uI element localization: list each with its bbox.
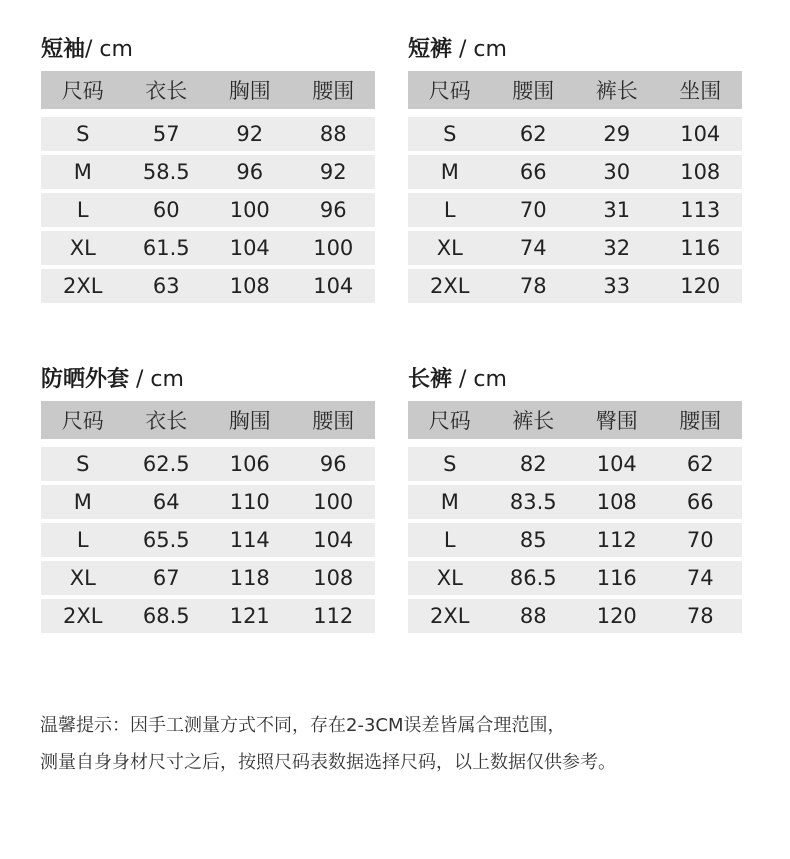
table-row: [408, 599, 742, 633]
table-row: [408, 485, 742, 519]
table-cell: 108: [229, 274, 270, 298]
table-cell: 78: [686, 604, 714, 628]
table-cell: 112: [596, 528, 637, 552]
table-cell: XL: [69, 566, 96, 590]
table-row: [41, 231, 375, 265]
table-cell: 106: [229, 452, 270, 476]
table-cell: 120: [596, 604, 637, 628]
table-cell: 104: [313, 528, 354, 552]
header-cell: 腰围: [679, 409, 722, 433]
table-cell: 66: [519, 160, 547, 184]
table-row: [41, 155, 375, 189]
table-unit: / cm: [129, 367, 184, 392]
table-cell: 2XL: [430, 274, 470, 298]
table-cell: 65.5: [142, 528, 190, 552]
table-row: [41, 561, 375, 595]
table-header-row: [41, 71, 375, 109]
table-cell: 63: [152, 274, 180, 298]
header-cell: 臀围: [595, 409, 638, 433]
size-table: [408, 401, 742, 633]
table-header-row: [408, 71, 742, 109]
table-cell: 113: [680, 198, 721, 222]
table-row: [408, 117, 742, 151]
table-cell: 88: [519, 604, 547, 628]
table-cell: L: [443, 528, 456, 552]
header-cell: 裤长: [512, 409, 555, 433]
size-table: [41, 401, 375, 633]
header-cell: 尺码: [428, 79, 471, 103]
table-cell: 104: [229, 236, 270, 260]
table-row: [408, 269, 742, 303]
table-cell: 108: [313, 566, 354, 590]
table-cell: 57: [152, 122, 180, 146]
table-row: [41, 269, 375, 303]
table-row: [41, 599, 375, 633]
header-cell: 衣长: [145, 79, 188, 103]
note-line-1: 温馨提示：因手工测量方式不同，存在2-3CM误差皆属合理范围，: [40, 715, 566, 736]
table-cell: 104: [680, 122, 721, 146]
table-row: [41, 485, 375, 519]
table-cell: M: [440, 490, 459, 514]
header-cell: 腰围: [312, 79, 355, 103]
table-cell: 120: [680, 274, 721, 298]
table-row: [41, 117, 375, 151]
table-cell: 108: [680, 160, 721, 184]
table-cell: M: [440, 160, 459, 184]
size-table-short-sleeve: [41, 33, 375, 307]
table-title: [41, 363, 375, 397]
table-title-text: 短袖: [41, 37, 86, 62]
table-cell: 86.5: [509, 566, 557, 590]
table-cell: 82: [519, 452, 547, 476]
table-cell: 58.5: [142, 160, 190, 184]
table-title-text: 防晒外套: [41, 367, 130, 392]
table-cell: 2XL: [63, 604, 103, 628]
table-cell: 70: [519, 198, 547, 222]
table-row: [408, 193, 742, 227]
table-cell: 30: [603, 160, 631, 184]
table-cell: 62.5: [142, 452, 190, 476]
table-cell: L: [76, 198, 89, 222]
table-cell: 92: [236, 122, 264, 146]
table-cell: 70: [686, 528, 714, 552]
table-row: [408, 231, 742, 265]
table-cell: 64: [152, 490, 180, 514]
table-cell: M: [73, 490, 92, 514]
table-cell: 32: [603, 236, 631, 260]
table-cell: XL: [69, 236, 96, 260]
table-cell: 100: [229, 198, 270, 222]
table-cell: 112: [313, 604, 354, 628]
table-cell: XL: [436, 236, 463, 260]
size-table: [408, 71, 742, 303]
table-cell: 2XL: [430, 604, 470, 628]
table-title-text: 长裤: [408, 367, 453, 392]
table-cell: 110: [229, 490, 270, 514]
table-cell: 96: [319, 198, 347, 222]
header-cell: 衣长: [145, 409, 188, 433]
note-line-2: 测量自身身材尺寸之后，按照尺码表数据选择尺码，以上数据仅供参考。: [40, 752, 616, 773]
header-cell: 坐围: [679, 79, 722, 103]
table-cell: S: [76, 452, 90, 476]
table-row: [408, 561, 742, 595]
table-row: [41, 523, 375, 557]
table-title: [408, 363, 742, 397]
table-cell: L: [443, 198, 456, 222]
table-cell: 96: [236, 160, 264, 184]
table-cell: 61.5: [142, 236, 190, 260]
header-cell: 裤长: [595, 79, 638, 103]
table-cell: 121: [229, 604, 270, 628]
table-cell: S: [443, 122, 457, 146]
table-cell: 88: [319, 122, 347, 146]
table-cell: 33: [603, 274, 631, 298]
header-cell: 胸围: [228, 409, 271, 433]
table-cell: 67: [152, 566, 180, 590]
table-row: [408, 447, 742, 481]
table-cell: 83.5: [509, 490, 557, 514]
table-row: [41, 193, 375, 227]
table-cell: 74: [519, 236, 547, 260]
table-unit: / cm: [85, 37, 133, 62]
table-cell: 60: [152, 198, 180, 222]
table-cell: 29: [603, 122, 631, 146]
table-row: [408, 523, 742, 557]
table-cell: 66: [686, 490, 714, 514]
header-cell: 腰围: [312, 409, 355, 433]
table-title: [41, 33, 375, 67]
table-cell: 31: [603, 198, 631, 222]
header-cell: 尺码: [61, 409, 104, 433]
table-cell: 78: [519, 274, 547, 298]
size-table-sun-jacket: [41, 363, 375, 637]
table-cell: 116: [596, 566, 637, 590]
table-title-text: 短裤: [408, 37, 453, 62]
table-cell: 118: [229, 566, 270, 590]
table-cell: 2XL: [63, 274, 103, 298]
table-cell: 108: [596, 490, 637, 514]
table-cell: 116: [680, 236, 721, 260]
table-cell: 62: [519, 122, 547, 146]
table-cell: 74: [686, 566, 714, 590]
size-table-trousers: [408, 363, 742, 637]
table-cell: 62: [686, 452, 714, 476]
table-title: [408, 33, 742, 67]
table-cell: 68.5: [142, 604, 190, 628]
size-table-shorts: [408, 33, 742, 307]
table-row: [408, 155, 742, 189]
table-cell: S: [76, 122, 90, 146]
table-cell: 104: [596, 452, 637, 476]
size-table: [41, 71, 375, 303]
table-cell: 104: [313, 274, 354, 298]
table-cell: S: [443, 452, 457, 476]
table-header-row: [408, 401, 742, 439]
table-header-row: [41, 401, 375, 439]
table-cell: L: [76, 528, 89, 552]
table-cell: 85: [519, 528, 547, 552]
table-unit: / cm: [452, 367, 507, 392]
header-cell: 尺码: [61, 79, 104, 103]
table-cell: 100: [313, 490, 354, 514]
table-cell: 114: [229, 528, 270, 552]
table-cell: XL: [436, 566, 463, 590]
table-cell: 92: [319, 160, 347, 184]
table-unit: / cm: [452, 37, 507, 62]
table-row: [41, 447, 375, 481]
table-cell: 100: [313, 236, 354, 260]
header-cell: 尺码: [428, 409, 471, 433]
table-cell: M: [73, 160, 92, 184]
header-cell: 胸围: [228, 79, 271, 103]
table-cell: 96: [319, 452, 347, 476]
header-cell: 腰围: [512, 79, 555, 103]
